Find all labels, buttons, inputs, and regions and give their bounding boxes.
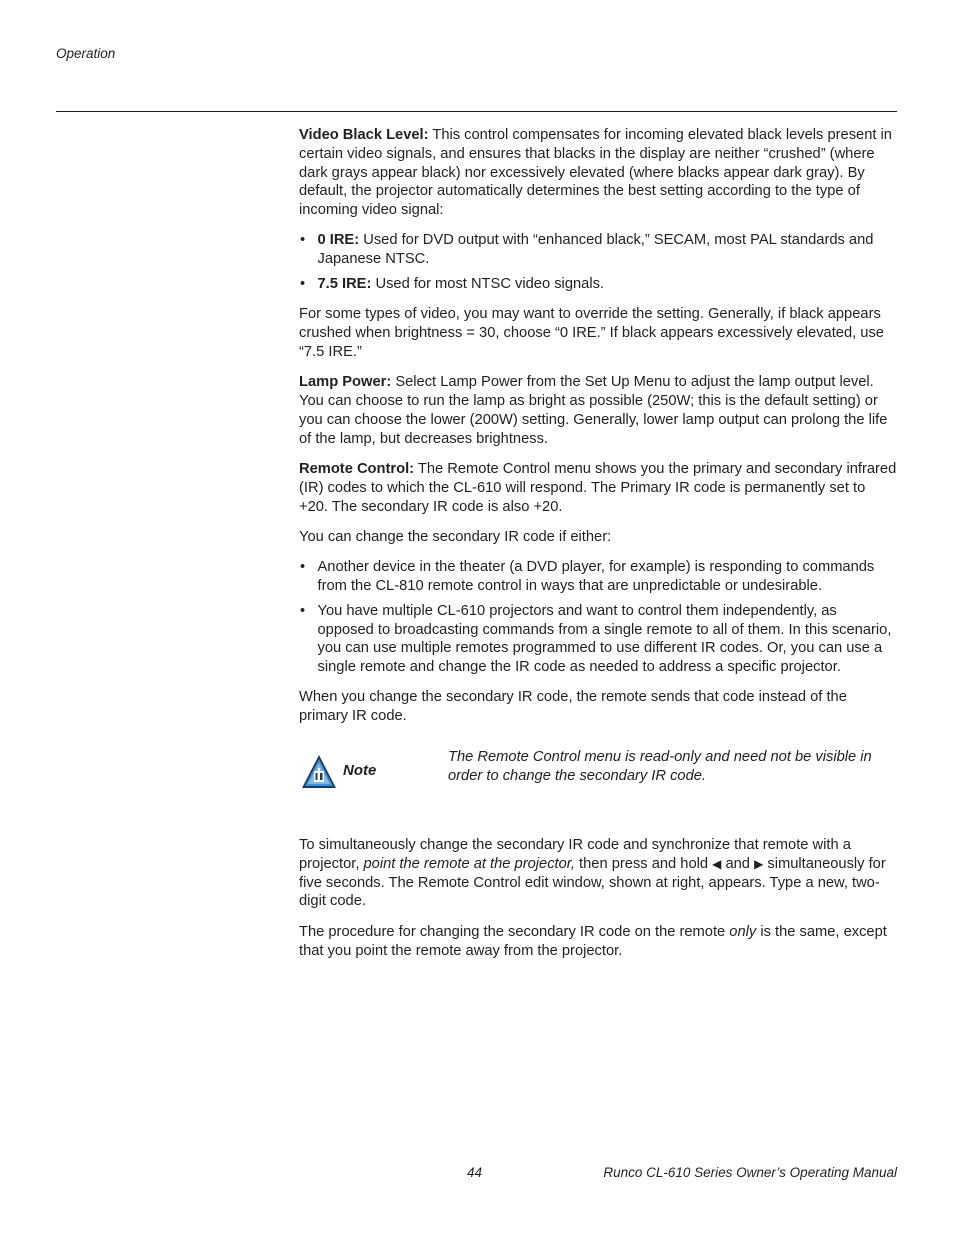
manual-title: Runco CL-610 Series Owner’s Operating Manual	[603, 1165, 897, 1180]
note-callout	[299, 746, 897, 824]
option-text: Used for most NTSC video signals.	[371, 276, 605, 293]
remote-control-paragraph	[299, 460, 897, 516]
video-black-level-paragraph	[299, 126, 897, 220]
sync-text-1: To simultaneously change the secondary IR code and synchronize that remote with a projector,	[299, 837, 851, 872]
change-conditions-list	[299, 558, 897, 677]
sync-italic: point the remote at the projector,	[363, 855, 575, 872]
bullet-dot: •	[300, 276, 306, 293]
video-black-level-heading: Video Black Level:	[299, 127, 429, 143]
ire-options-list	[299, 231, 897, 293]
bullet-dot: •	[300, 232, 306, 249]
list-item	[299, 602, 897, 677]
option-term: 0 IRE:	[317, 232, 360, 249]
after-change-paragraph: When you change the secondary IR code, the remote sends that code instead of the primary IR code.	[299, 689, 847, 725]
condition-text: You have multiple CL-610 projectors and want to control them independently, as opposed to broadcasting commands from a single remote to all of them. In this scenario, you can use multiple remotes programmed to use different IR codes. Or, you can use a single remote and change the IR code as needed to address a specific projector.	[317, 602, 892, 676]
option-text: Used for DVD output with “enhanced black,” SECAM, most PAL standards and Japanese NTSC.	[317, 232, 874, 268]
change-intro-paragraph: You can change the secondary IR code if either:	[299, 528, 612, 545]
option-term: 7.5 IRE:	[317, 276, 372, 293]
note-warning-icon	[301, 754, 337, 790]
procedure-italic: only	[729, 923, 757, 940]
header-rule	[56, 111, 897, 112]
lamp-power-paragraph	[299, 373, 897, 448]
list-item	[299, 275, 897, 294]
page-number: 44	[467, 1165, 483, 1180]
condition-text: Another device in the theater (a DVD player, for example) is responding to commands from the CL-810 remote control in ways that are unpredictable or undesirable.	[317, 559, 875, 594]
lamp-power-body: Select Lamp Power from the Set Up Menu to adjust the lamp output level. You can choose to run the lamp as bright as possible (250W; this is the default setting) or you can choose the lower (200W) setting. Generally, lower lamp output can prolong the life of the lamp, but decreases brightness.	[299, 374, 888, 447]
sync-text-2: then press and hold	[574, 855, 713, 872]
running-header: Operation	[56, 46, 116, 61]
main-content	[299, 126, 897, 972]
remote-control-body: The Remote Control menu shows you the primary and secondary infrared (IR) codes to which the CL-610 will respond. The Primary IR code is permanently set to +20. The secondary IR code is also +20.	[299, 460, 897, 515]
note-label: Note	[343, 762, 377, 780]
bullet-dot: •	[300, 602, 306, 619]
lamp-power-heading: Lamp Power:	[299, 374, 392, 391]
procedure-paragraph	[299, 923, 897, 961]
sync-text-3: simultaneously for five seconds. The Remote Control edit window, shown at right, appears. Type a new, two-digit code.	[299, 855, 886, 910]
bullet-dot: •	[300, 559, 306, 576]
procedure-text-2: is the same, except that you point the remote away from the projector.	[299, 923, 887, 959]
remote-control-heading: Remote Control:	[299, 460, 415, 477]
override-paragraph: For some types of video, you may want to override the setting. Generally, if black appears crushed when brightness = 30, choose “0 IRE.” If black appears excessively elevated, use “7.5 IRE.”	[299, 306, 884, 360]
left-arrow-icon: ◀	[712, 856, 722, 871]
procedure-text-1: The procedure for changing the secondary IR code on the remote	[299, 923, 730, 940]
note-text: The Remote Control menu is read-only and need not be visible in order to change the secondary IR code.	[448, 749, 872, 784]
sync-and: and	[721, 855, 755, 872]
list-item	[299, 558, 897, 596]
video-black-level-body: This control compensates for incoming elevated black levels present in certain video signals, and ensures that blacks in the display are neither “crushed” (where dark grays appear black) nor excessively elevated (where blacks appear dark gray). By default, the projector automatically determines the best setting according to the type of incoming video signal:	[299, 127, 892, 219]
right-arrow-icon: ▶	[754, 856, 764, 871]
list-item	[299, 231, 897, 269]
sync-paragraph	[299, 836, 897, 911]
